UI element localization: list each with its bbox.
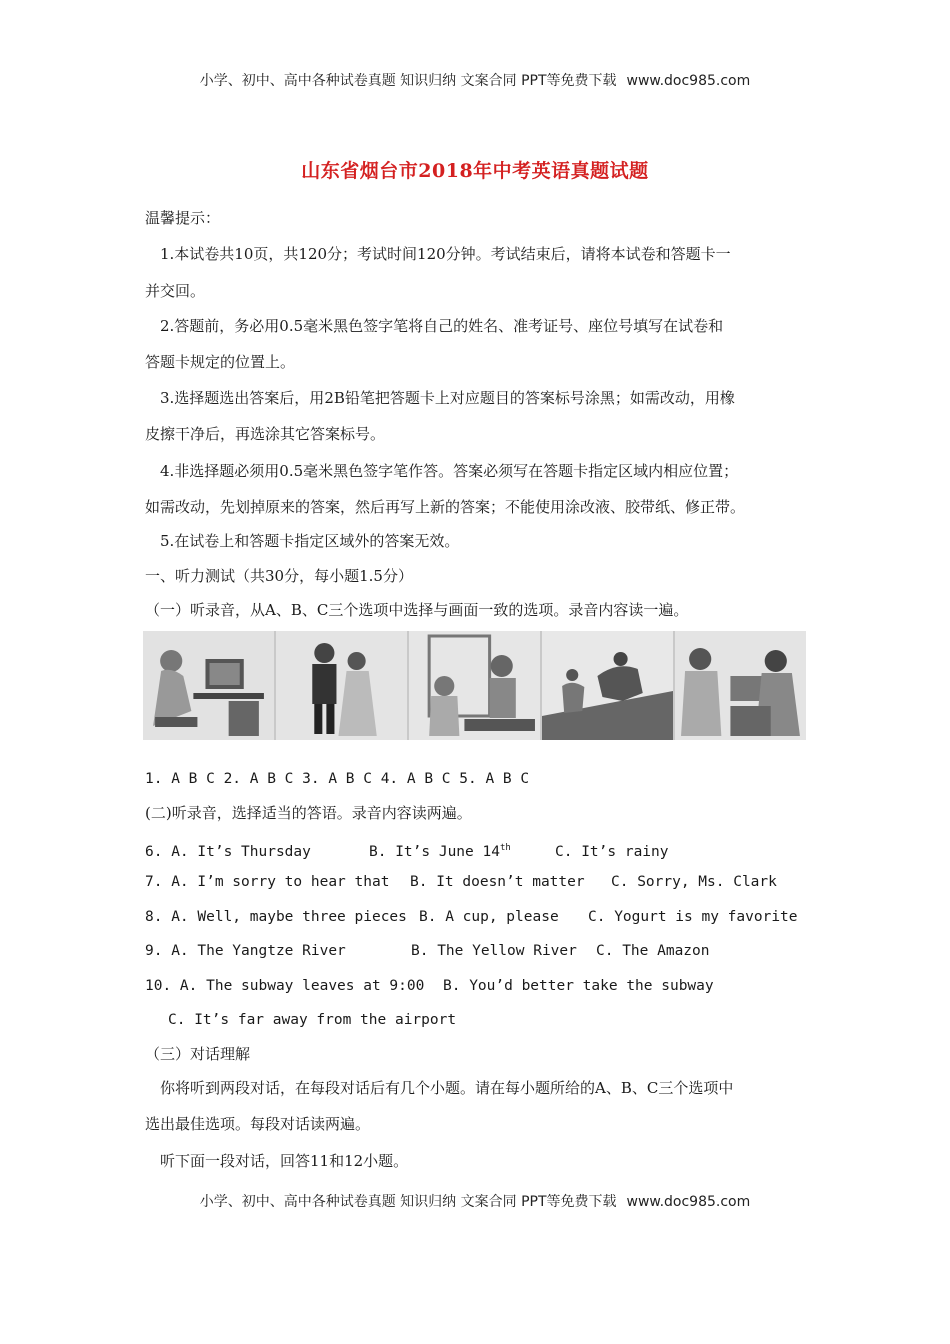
option-c: C. The Amazon [596, 943, 710, 959]
question-10-option-c: C. It’s far away from the airport [168, 1012, 457, 1028]
option-a: 8. A. Well, maybe three pieces [145, 909, 407, 925]
option-b: B. It doesn’t matter [410, 874, 585, 890]
question-6 [145, 838, 815, 862]
part1-answers: 1. A B C 2. A B C 3. A B C 4. A B C 5. A B C [145, 771, 530, 787]
option-b: B. The Yellow River [411, 943, 577, 959]
footer-url[interactable]: www.doc985.com [626, 1194, 751, 1210]
header-text: 小学、初中、高中各种试卷真题 知识归纳 文案合同 PPT等免费下载 [199, 73, 617, 89]
question-9 [145, 941, 815, 961]
picture-strip [143, 631, 806, 740]
picture-1 [143, 631, 276, 740]
question-7 [145, 872, 815, 892]
option-a: 10. A. The subway leaves at 9:00 [145, 978, 425, 994]
part-heading: （一）听录音，从A、B、C三个选项中选择与画面一致的选项。录音内容读一遍。 [145, 601, 689, 619]
tip-line: 2.答题前，务必用0.5毫米黑色签字笔将自己的姓名、准考证号、座位号填写在试卷和 [160, 317, 724, 335]
option-b: B. A cup, please [419, 909, 559, 925]
picture-4 [542, 631, 675, 740]
page-footer [0, 1191, 950, 1211]
section-heading: 一、听力测试（共30分，每小题1.5分） [145, 567, 413, 585]
option-a: 7. A. I’m sorry to hear that [145, 874, 390, 890]
picture-3 [409, 631, 542, 740]
part3-desc-line: 你将听到两段对话，在每段对话后有几个小题。请在每小题所给的A、B、C三个选项中 [160, 1079, 734, 1097]
tip-line: 1.本试卷共10页，共120分；考试时间120分钟。考试结束后，请将本试卷和答题卡一 [160, 245, 731, 263]
tip-line: 5.在试卷上和答题卡指定区域外的答案无效。 [160, 532, 460, 550]
footer-text: 小学、初中、高中各种试卷真题 知识归纳 文案合同 PPT等免费下载 [199, 1194, 617, 1210]
tip-line: 并交回。 [145, 282, 206, 300]
tip-line: 如需改动，先划掉原来的答案，然后再写上新的答案；不能使用涂改液、胶带纸、修正带。 [145, 498, 746, 516]
part3-instruction: 听下面一段对话，回答11和12小题。 [160, 1152, 409, 1170]
option-c: C. Sorry, Ms. Clark [611, 874, 777, 890]
option-b: B. You’d better take the subway [443, 978, 714, 994]
part-heading: （三）对话理解 [145, 1045, 251, 1063]
tip-line: 3.选择题选出答案后，用2B铅笔把答题卡上对应题目的答案标号涂黑；如需改动，用橡 [160, 389, 735, 407]
page-header [0, 70, 950, 90]
tip-line: 答题卡规定的位置上。 [145, 353, 296, 371]
page-title: 山东省烟台市2018年中考英语真题试题 [301, 160, 649, 182]
picture-2 [276, 631, 409, 740]
option-a: 6. A. It’s Thursday [145, 843, 311, 860]
tip-line: 皮擦干净后，再选涂其它答案标号。 [145, 425, 386, 443]
option-c: C. Yogurt is my favorite [588, 909, 798, 925]
header-url[interactable]: www.doc985.com [626, 73, 751, 89]
part-heading: (二)听录音，选择适当的答语。录音内容读两遍。 [145, 804, 472, 822]
option-a: 9. A. The Yangtze River [145, 943, 346, 959]
tip-line: 4.非选择题必须用0.5毫米黑色签字笔作答。答案必须写在答题卡指定区域内相应位置； [160, 462, 739, 480]
option-b: B. It’s June 14th [369, 843, 511, 860]
question-8 [145, 907, 815, 927]
question-10 [145, 976, 815, 996]
option-c: C. It’s rainy [555, 843, 669, 860]
tips-label: 温馨提示： [145, 209, 221, 227]
part3-desc-line: 选出最佳选项。每段对话读两遍。 [145, 1115, 371, 1133]
picture-5 [675, 631, 806, 740]
